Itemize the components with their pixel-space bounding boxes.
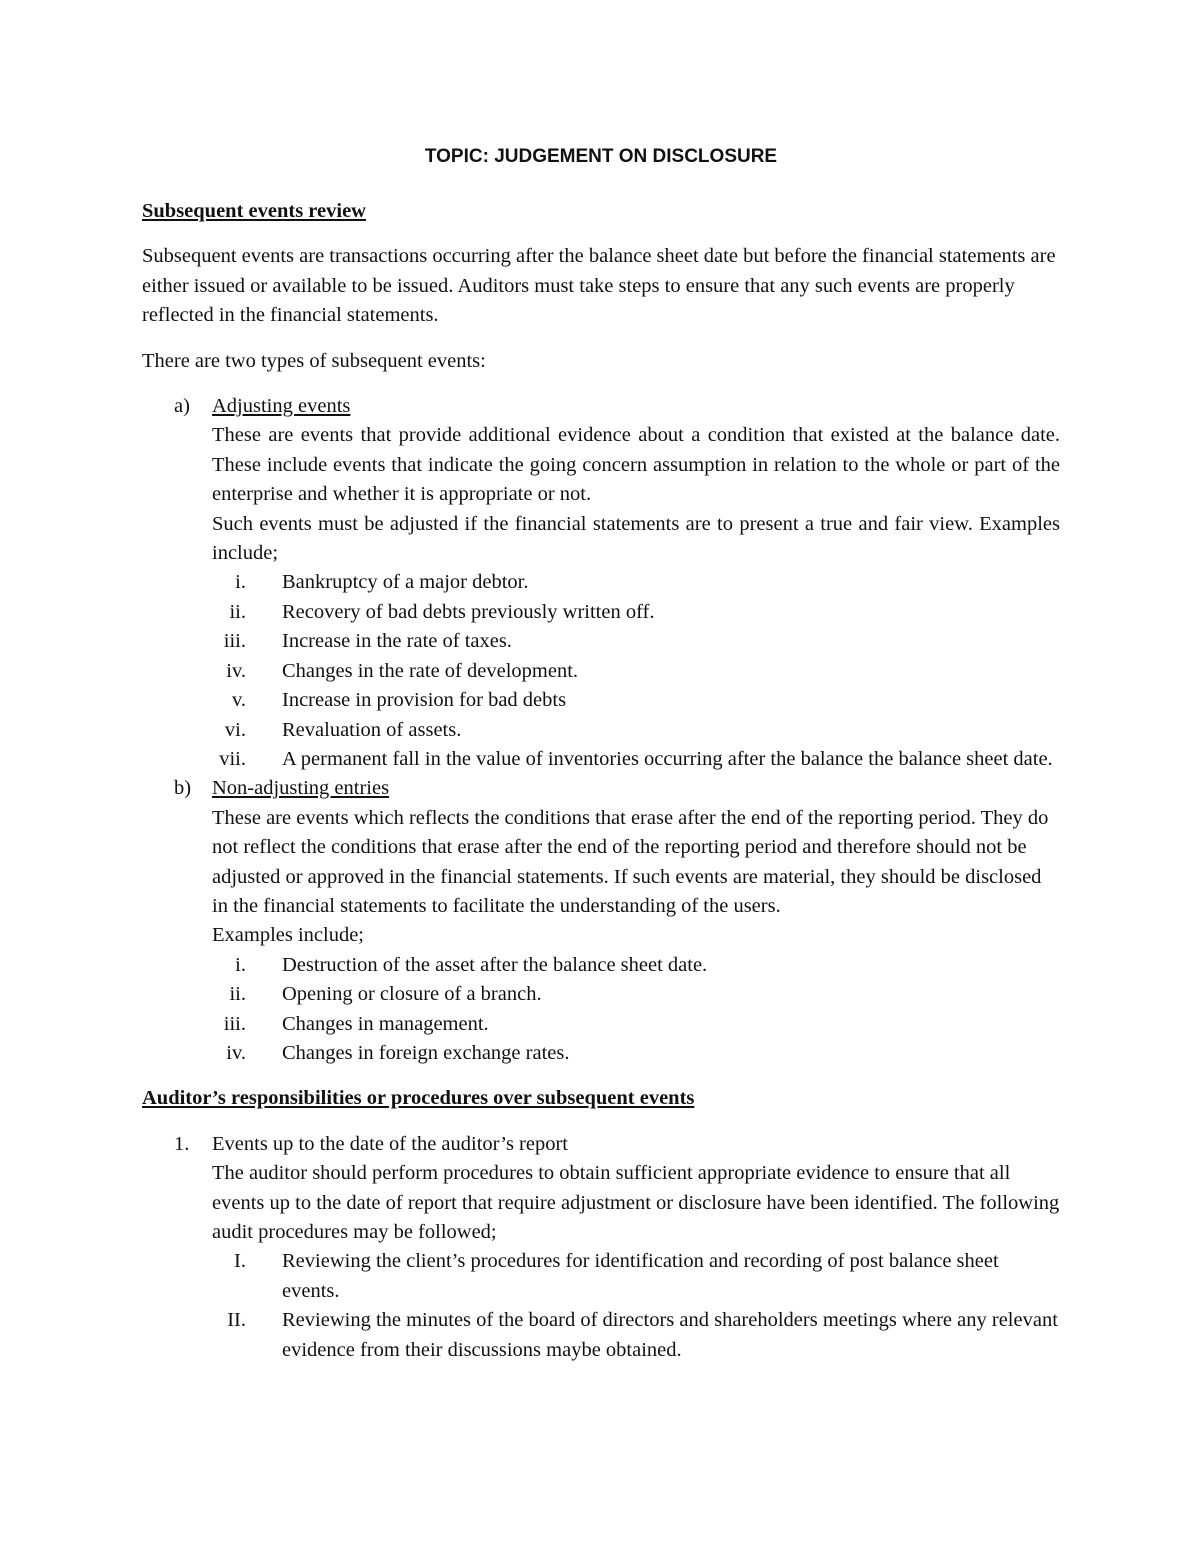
list-item: [142, 598, 1060, 627]
document-title: TOPIC: JUDGEMENT ON DISCLOSURE: [424, 146, 778, 167]
list-item: [142, 951, 1060, 980]
list-item-text: A permanent fall in the value of inventories occurring after the balance the balance sheet date.: [282, 747, 1053, 770]
list-number: v.: [231, 689, 246, 712]
section-heading-subsequent-events: Subsequent events review: [142, 200, 366, 222]
list-marker: 1.: [174, 1132, 190, 1155]
list-item: [142, 1247, 1060, 1306]
list-item: [142, 1306, 1060, 1365]
list-item-text: Changes in management.: [282, 1012, 489, 1035]
list-item: [142, 745, 1060, 774]
list-number: ii.: [229, 600, 246, 623]
list-number: iii.: [223, 630, 246, 653]
list-item-text: Opening or closure of a branch.: [282, 983, 542, 1006]
list-number: II.: [227, 1309, 246, 1332]
audit-procedures-list: [142, 1247, 1060, 1365]
types-intro: There are two types of subsequent events:: [142, 349, 486, 372]
list-item-text: Changes in foreign exchange rates.: [282, 1041, 570, 1064]
intro-paragraph: Subsequent events are transactions occurring after the balance sheet date but before the financial statements are either issued or available to be issued. Auditors must take steps to ensure that any such events are properly reflected in the financial statements.: [142, 245, 1056, 327]
list-item-text: Reviewing the client’s procedures for identification and recording of post balance sheet events.: [282, 1250, 999, 1302]
list-number: ii.: [229, 983, 246, 1006]
list-number: iii.: [223, 1012, 246, 1035]
list-item: [142, 568, 1060, 597]
events-up-to-report-description: The auditor should perform procedures to obtain sufficient appropriate evidence to ensure that all events up to the date of report that require adjustment or disclosure have been identified. The following audit procedures may be followed;: [212, 1162, 1060, 1243]
list-item: [142, 716, 1060, 745]
non-adjusting-examples-list: [142, 951, 1060, 1069]
list-item: [142, 980, 1060, 1009]
list-item-text: Reviewing the minutes of the board of directors and shareholders meetings where any relevant evidence from their discussions maybe obtained.: [282, 1309, 1058, 1361]
non-adjusting-description: These are events which reflects the conditions that erase after the end of the reporting period. They do not reflect the conditions that erase after the end of the reporting period and therefore should not be adjusted or approved in the financial statements. If such events are material, they should be disclosed in the financial statements to facilitate the understanding of the users.: [212, 806, 1049, 917]
list-item-text: Bankruptcy of a major debtor.: [282, 571, 529, 594]
list-item-text: Changes in the rate of development.: [282, 659, 579, 682]
list-item-non-adjusting-entries: [142, 774, 1060, 950]
list-number: vi.: [224, 718, 246, 741]
adjusting-events-label: Adjusting events: [212, 395, 351, 418]
section-heading-auditor-responsibilities: Auditor’s responsibilities or procedures over subsequent events: [142, 1087, 695, 1110]
list-item: [142, 1010, 1060, 1039]
list-item: [142, 1039, 1060, 1068]
adjusting-events-description: These are events that provide additional evidence about a condition that existed at the balance date. These include events that indicate the going concern assumption in relation to the whole or part of the enterprise and whether it is appropriate or not.: [212, 424, 1060, 506]
list-item-text: Increase in provision for bad debts: [282, 689, 567, 712]
list-item-text: Recovery of bad debts previously written off.: [282, 600, 655, 623]
list-item-events-up-to-report: [142, 1130, 1060, 1248]
non-adjusting-examples-intro: Examples include;: [212, 924, 364, 947]
list-item-text: Destruction of the asset after the balance sheet date.: [282, 953, 708, 976]
adjusting-events-examples-intro: Such events must be adjusted if the financial statements are to present a true and fair view. Examples include;: [212, 512, 1060, 565]
list-number: i.: [235, 571, 246, 594]
list-item: [142, 686, 1060, 715]
list-item-adjusting-events: [142, 392, 1060, 568]
list-number: i.: [235, 953, 246, 976]
list-number: I.: [234, 1250, 246, 1273]
adjusting-examples-list: [142, 568, 1060, 774]
list-number: vii.: [219, 747, 246, 770]
document-page: [142, 142, 1060, 1365]
list-item-text: Increase in the rate of taxes.: [282, 630, 512, 653]
non-adjusting-entries-label: Non-adjusting entries: [212, 777, 390, 800]
list-marker: b): [174, 777, 192, 800]
list-item: [142, 657, 1060, 686]
list-item: [142, 627, 1060, 656]
events-up-to-report-label: Events up to the date of the auditor’s report: [212, 1132, 568, 1155]
list-item-text: Revaluation of assets.: [282, 718, 462, 741]
list-number: iv.: [226, 1041, 246, 1064]
list-number: iv.: [226, 659, 246, 682]
list-marker: a): [174, 395, 190, 418]
